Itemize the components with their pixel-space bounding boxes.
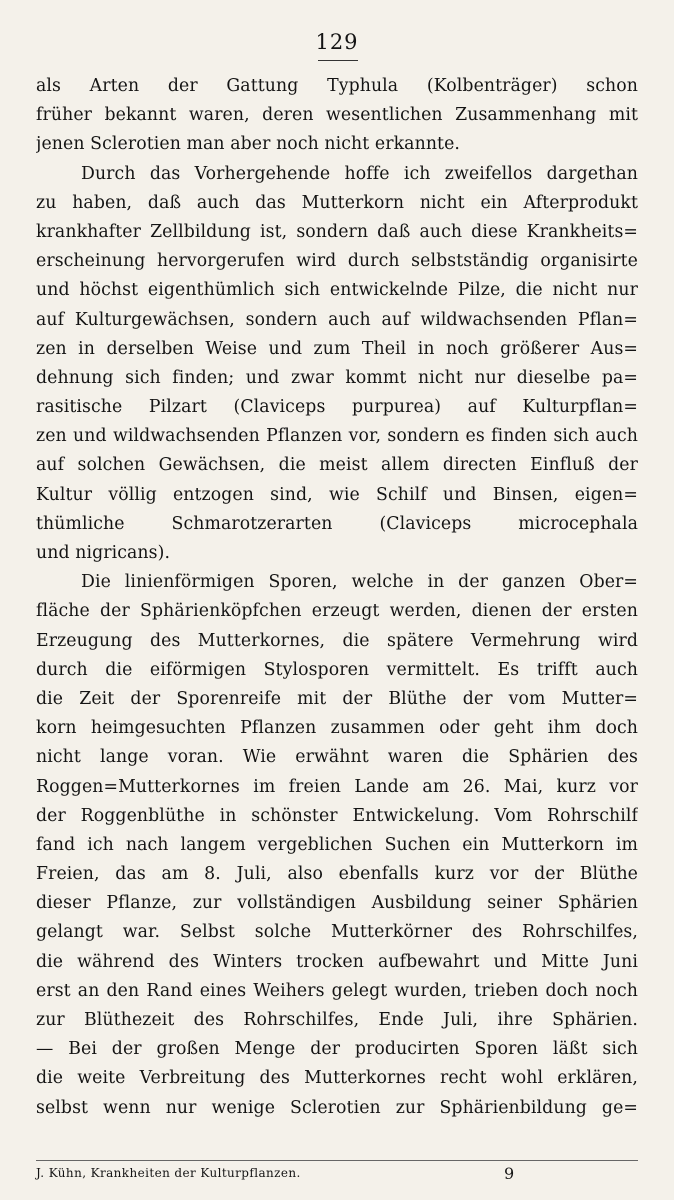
text-line: krankhafter Zellbildung ist, sondern daß auch diese Krankheits= — [36, 221, 638, 242]
text-line: erst an den Rand eines Weihers gelegt wurden, trieben doch noch — [36, 980, 638, 1001]
text-line: gelangt war. Selbst solche Mutterkörner des Rohrschilfes, — [36, 922, 638, 943]
text-line: nicht lange voran. Wie erwähnt waren die Sphärien des — [36, 747, 638, 768]
header-rule — [318, 60, 358, 61]
page-number: 129 — [315, 30, 359, 54]
text-line: dieser Pflanze, zur vollständigen Ausbildung seiner Sphärien — [36, 893, 638, 914]
sheet-mark: 9 — [504, 1164, 515, 1183]
text-line: die während des Winters trocken aufbewahrt und Mitte Juni — [36, 951, 638, 972]
text-line: als Arten der Gattung Typhula (Kolbenträger) schon — [36, 76, 638, 96]
text-line: rasitische Pilzart (Claviceps purpurea) auf Kulturpflan= — [36, 397, 638, 418]
text-line: zen und wildwachsenden Pflanzen vor, sondern es finden sich auch — [36, 426, 638, 447]
text-line: korn heimgesuchten Pflanzen zusammen oder geht ihm doch — [36, 718, 638, 739]
text-line: dehnung sich finden; und zwar kommt nicht nur dieselbe pa= — [36, 367, 638, 388]
text-line: fand ich nach langem vergeblichen Suchen ein Mutterkorn im — [36, 834, 638, 855]
body-text — [36, 72, 638, 1123]
text-line: und höchst eigenthümlich sich entwickelnde Pilze, die nicht nur — [36, 280, 638, 301]
text-line: fläche der Sphärienköpfchen erzeugt werden, dienen der ersten — [36, 601, 638, 622]
footer-rule — [36, 1160, 638, 1161]
text-line: Durch das Vorhergehende hoffe ich zweifellos dargethan — [81, 163, 638, 184]
text-line: Die linienförmigen Sporen, welche in der ganzen Ober= — [81, 572, 638, 593]
text-line: auf Kulturgewächsen, sondern auch auf wildwachsenden Pflan= — [36, 309, 638, 330]
text-line: zen in derselben Weise und zum Theil in noch größerer Aus= — [36, 338, 638, 359]
text-line: Roggen=Mutterkornes im freien Lande am 26. Mai, kurz vor — [36, 776, 638, 797]
printer-signature: J. Kühn, Krankheiten der Kulturpflanzen. — [36, 1166, 301, 1180]
text-line: — Bei der großen Menge der producirten Sporen läßt sich — [36, 1039, 638, 1060]
text-line: die Zeit der Sporenreife mit der Blüthe der vom Mutter= — [36, 688, 638, 709]
text-line: zur Blüthezeit des Rohrschilfes, Ende Juli, ihre Sphärien. — [36, 1010, 638, 1030]
text-line: die weite Verbreitung des Mutterkornes recht wohl erklären, — [36, 1068, 638, 1089]
text-line: jenen Sclerotien man aber noch nicht erkannte. — [36, 134, 461, 155]
text-line: durch die eiförmigen Stylosporen vermittelt. Es trifft auch — [36, 659, 638, 680]
text-line: früher bekannt waren, deren wesentlichen Zusammenhang mit — [36, 105, 638, 126]
text-line: auf solchen Gewächsen, die meist allem directen Einfluß der — [36, 455, 638, 476]
text-line: zu haben, daß auch das Mutterkorn nicht ein Afterprodukt — [36, 192, 638, 213]
text-line: thümliche Schmarotzerarten (Claviceps microcephala — [36, 513, 638, 534]
text-line: der Roggenblüthe in schönster Entwickelung. Vom Rohrschilf — [36, 805, 638, 826]
text-line: und nigricans). — [36, 543, 171, 563]
text-line: selbst wenn nur wenige Sclerotien zur Sphärienbildung ge= — [36, 1097, 638, 1118]
text-line: Erzeugung des Mutterkornes, die spätere Vermehrung wird — [36, 630, 638, 651]
text-line: Kultur völlig entzogen sind, wie Schilf und Binsen, eigen= — [36, 484, 638, 505]
text-line: erscheinung hervorgerufen wird durch selbstständig organisirte — [36, 251, 638, 272]
text-line: Freien, das am 8. Juli, also ebenfalls kurz vor der Blüthe — [36, 864, 638, 885]
